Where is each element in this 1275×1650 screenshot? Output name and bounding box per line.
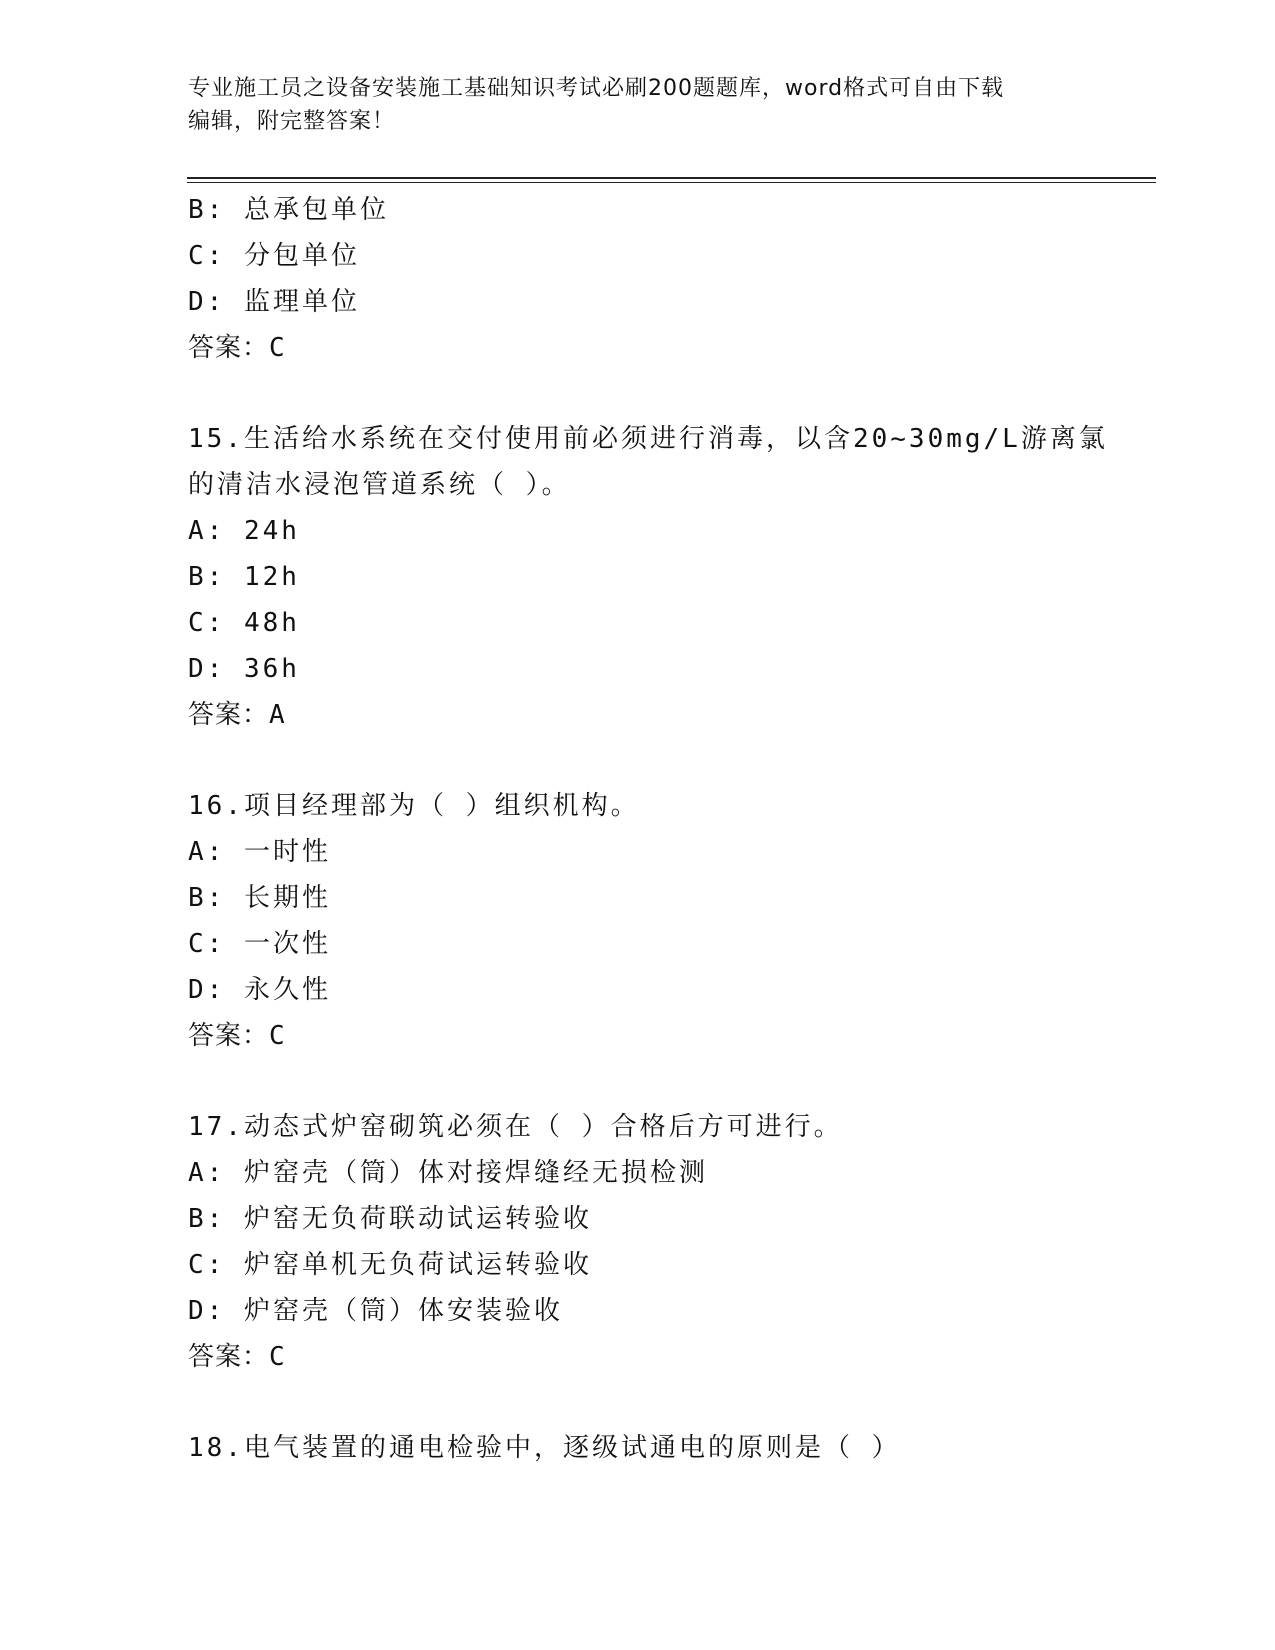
option-d: D: 永久性 (188, 975, 331, 1005)
option-c: C: 一次性 (188, 929, 331, 959)
answer-value: C (269, 333, 286, 363)
question-stem-line-2: 的清洁水浸泡管道系统（ ）。 (188, 470, 571, 500)
option-d: D: 36h (188, 654, 300, 684)
option-c: C: 48h (188, 608, 300, 638)
question-list (188, 187, 1108, 1471)
option-d: D: 监理单位 (188, 287, 360, 317)
option-a: A: 炉窑壳（筒）体对接焊缝经无损检测 (188, 1158, 708, 1188)
question-stem: 16.项目经理部为（ ）组织机构。 (188, 791, 640, 821)
question-stem: 18.电气装置的通电检验中，逐级试通电的原则是（ ） (188, 1433, 901, 1463)
question-stem: 17.动态式炉窑砌筑必须在（ ）合格后方可进行。 (188, 1112, 843, 1142)
question-15 (188, 416, 1108, 738)
header-rule-thin (187, 182, 1156, 183)
option-d: D: 炉窑壳（筒）体安装验收 (188, 1296, 563, 1326)
option-a: A: 一时性 (188, 837, 331, 867)
option-b: B: 长期性 (188, 883, 331, 913)
question-17 (188, 1104, 1108, 1380)
answer-label: 答案： (188, 333, 270, 363)
question-18 (188, 1425, 1108, 1471)
answer-value: C (269, 1342, 286, 1372)
answer-line (188, 692, 1108, 738)
header-line-1: 专业施工员之设备安装施工基础知识考试必刷200题题库，word格式可自由下载 (188, 76, 1005, 101)
header-line-2: 编辑，附完整答案！ (188, 109, 396, 134)
option-b: B: 12h (188, 562, 300, 592)
answer-label: 答案： (188, 1021, 270, 1051)
question-stem-line-1: 15.生活给水系统在交付使用前必须进行消毒，以含20~30mg/L游离氯 (188, 424, 1108, 454)
question-14-tail (188, 187, 1108, 371)
answer-line (188, 1334, 1108, 1380)
answer-label: 答案： (188, 1342, 270, 1372)
question-16 (188, 783, 1108, 1059)
answer-label: 答案： (188, 700, 270, 730)
answer-line (188, 325, 1108, 371)
option-a: A: 24h (188, 516, 300, 546)
option-b: B: 炉窑无负荷联动试运转验收 (188, 1204, 592, 1234)
option-c: C: 分包单位 (188, 241, 360, 271)
answer-value: C (269, 1021, 286, 1051)
answer-line (188, 1013, 1108, 1059)
option-c: C: 炉窑单机无负荷试运转验收 (188, 1250, 592, 1280)
page-header (188, 72, 1098, 138)
header-rule-thick (187, 177, 1156, 179)
answer-value: A (269, 700, 286, 730)
option-b: B: 总承包单位 (188, 195, 389, 225)
